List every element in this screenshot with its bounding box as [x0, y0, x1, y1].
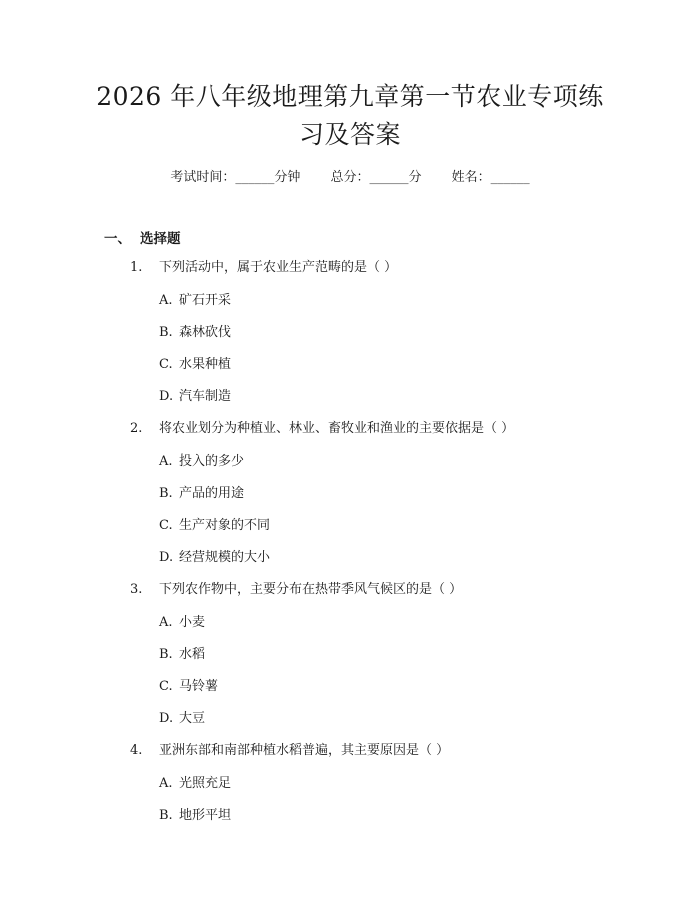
page-title — [60, 78, 640, 154]
answer-option — [0, 613, 700, 633]
option-text: 生产对象的不同 — [179, 518, 271, 533]
option-letter: C. — [159, 679, 173, 694]
question-text: 亚洲东部和南部种植水稻普遍，其主要原因是（ ） — [159, 743, 450, 758]
option-text: 经营规模的大小 — [179, 550, 271, 565]
question-stem — [0, 419, 700, 439]
question-stem — [0, 580, 700, 600]
option-letter: A. — [159, 293, 173, 308]
answer-option — [0, 516, 700, 536]
option-text: 马铃薯 — [179, 679, 219, 694]
question-number: 3. — [130, 582, 143, 597]
option-text: 汽车制造 — [179, 389, 232, 404]
answer-option — [0, 452, 700, 472]
answer-option — [0, 387, 700, 407]
option-text: 小麦 — [179, 615, 206, 630]
exam-time-field: 考试时间：______分钟 — [170, 170, 301, 185]
answer-option — [0, 291, 700, 311]
answer-option — [0, 645, 700, 665]
answer-option — [0, 355, 700, 375]
option-letter: B. — [159, 325, 173, 340]
option-letter: B. — [159, 486, 173, 501]
answer-option — [0, 806, 700, 826]
option-text: 产品的用途 — [179, 486, 245, 501]
section-heading — [104, 229, 181, 249]
option-letter: C. — [159, 357, 173, 372]
question-number: 1. — [130, 260, 143, 275]
option-letter: B. — [159, 808, 173, 823]
name-field: 姓名：______ — [451, 170, 530, 185]
question-stem — [0, 741, 700, 761]
option-text: 水果种植 — [179, 357, 232, 372]
title-line-1: 2026 年八年级地理第九章第一节农业专项练 — [96, 82, 604, 111]
option-letter: A. — [159, 454, 173, 469]
answer-option — [0, 677, 700, 697]
option-letter: D. — [159, 550, 174, 565]
option-letter: D. — [159, 711, 174, 726]
answer-option — [0, 323, 700, 343]
option-letter: D. — [159, 389, 174, 404]
question-number: 2. — [130, 421, 143, 436]
exam-info — [0, 168, 700, 188]
option-text: 地形平坦 — [179, 808, 232, 823]
answer-option — [0, 709, 700, 729]
question-stem — [0, 258, 700, 278]
answer-option — [0, 484, 700, 504]
question-text: 将农业划分为种植业、林业、畜牧业和渔业的主要依据是（ ） — [159, 421, 515, 436]
option-text: 投入的多少 — [179, 454, 245, 469]
answer-option — [0, 774, 700, 794]
option-letter: C. — [159, 518, 173, 533]
option-text: 水稻 — [179, 647, 206, 662]
question-number: 4. — [130, 743, 143, 758]
question-text: 下列农作物中，主要分布在热带季风气候区的是（ ） — [159, 582, 463, 597]
option-text: 大豆 — [179, 711, 206, 726]
section-title: 选择题 — [140, 231, 181, 247]
option-text: 森林砍伐 — [179, 325, 232, 340]
option-letter: B. — [159, 647, 173, 662]
total-score-field: 总分：______分 — [330, 170, 422, 185]
option-text: 矿石开采 — [179, 293, 232, 308]
option-text: 光照充足 — [179, 776, 232, 791]
title-line-2: 习及答案 — [298, 120, 401, 149]
question-list — [0, 258, 700, 838]
section-number: 一、 — [104, 231, 131, 247]
option-letter: A. — [159, 615, 173, 630]
answer-option — [0, 548, 700, 568]
option-letter: A. — [159, 776, 173, 791]
question-text: 下列活动中，属于农业生产范畴的是（ ） — [159, 260, 398, 275]
